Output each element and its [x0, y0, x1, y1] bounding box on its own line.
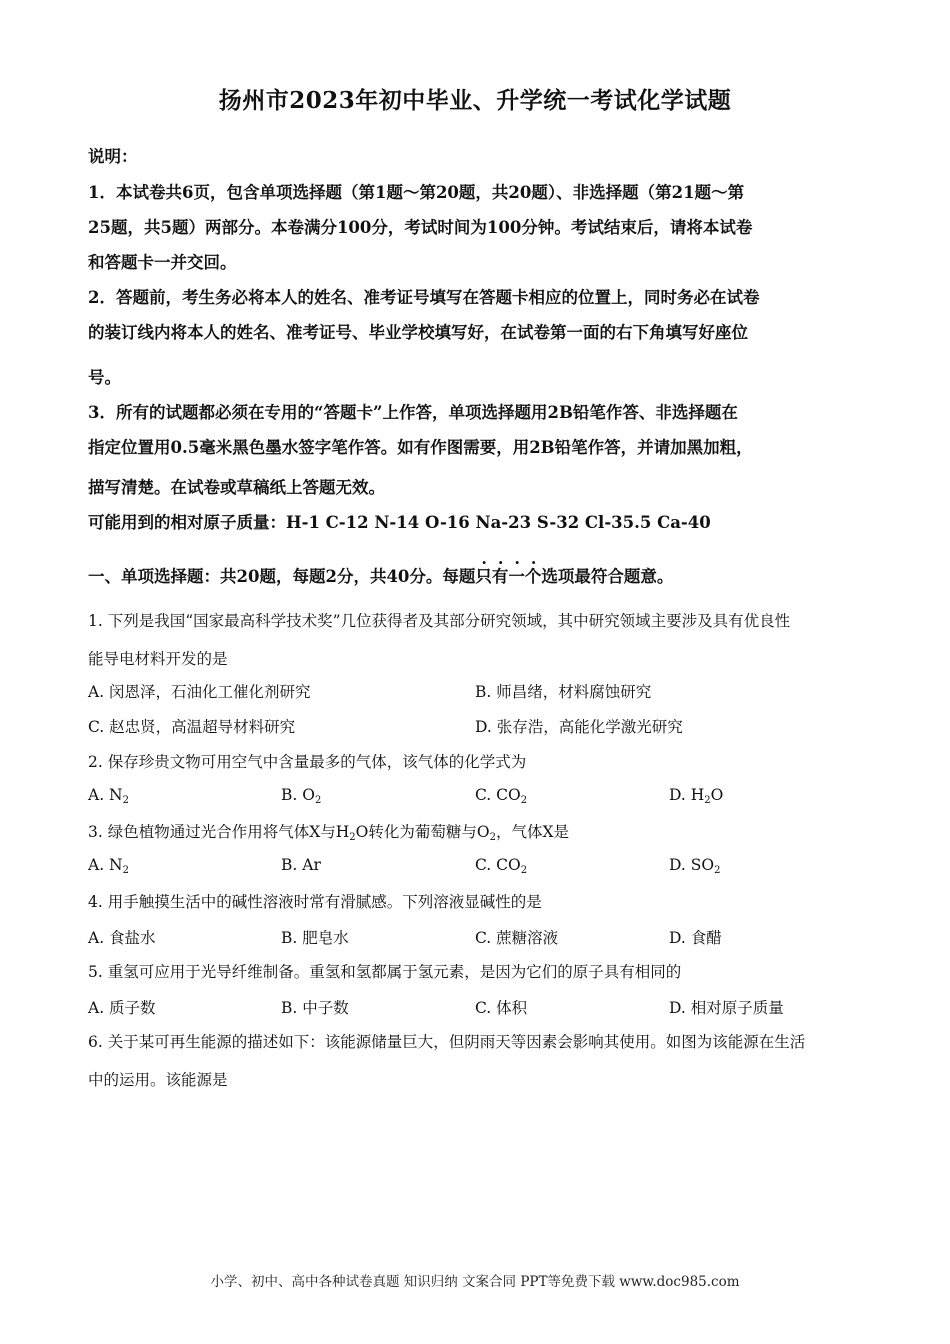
q3-option-c: C. $CO_2$ [475, 856, 528, 876]
question-5-stem: 5. 重氢可应用于光导纤维制备。重氢和氢都属于氢元素，是因为它们的原子具有相同的 [88, 963, 682, 981]
question-1-stem: 1. 下列是我国“国家最高科学技术奖”几位获得者及其部分研究领域，其中研究领域主要涉及具有优良性 [88, 612, 791, 630]
q3-option-b: B. Ar [281, 856, 321, 874]
q2-option-d: D. $H_2O$ [669, 786, 724, 806]
q2-option-b: B. $O_2$ [281, 786, 322, 806]
question-6-stem-cont: 中的运用。该能源是 [88, 1071, 228, 1089]
notes-line: 25题，共5题）两部分。本卷满分100分，考试时间为100分钟。考试结束后，请将本试卷 [88, 218, 753, 237]
q1-option-c: C. 赵忠贤，高温超导材料研究 [88, 718, 296, 736]
section-suffix: 选项最符合题意。 [541, 567, 674, 586]
notes-line: 号。 [88, 368, 121, 387]
question-1-stem-cont: 能导电材料开发的是 [88, 650, 228, 668]
question-4-stem: 4. 用手触摸生活中的碱性溶液时常有滑腻感。下列溶液显碱性的是 [88, 893, 542, 911]
q4-option-d: D. 食醋 [669, 929, 722, 947]
notes-line: 和答题卡一并交回。 [88, 253, 237, 272]
q2-option-c: C. $CO_2$ [475, 786, 528, 806]
notes-line: 描写清楚。在试卷或草稿纸上答题无效。 [88, 478, 385, 497]
q1-option-d: D. 张存浩，高能化学激光研究 [475, 718, 683, 736]
q5-option-c: C. 体积 [475, 999, 528, 1017]
notes-line: 指定位置用0.5毫米黑色墨水签字笔作答。如有作图需要，用2B铅笔作答，并请加黑加粗， [88, 438, 753, 457]
question-2-stem: 2. 保存珍贵文物可用空气中含量最多的气体，该气体的化学式为 [88, 753, 527, 771]
emphasis-char: 有 [491, 567, 509, 586]
q1-option-b: B. 师昌绪，材料腐蚀研究 [475, 683, 652, 701]
section-heading [88, 563, 673, 587]
q4-option-c: C. 蔗糖溶液 [475, 929, 559, 947]
notes-line: 3．所有的试题都必须在专用的“答题卡”上作答，单项选择题用2B铅笔作答、非选择题在 [88, 403, 738, 422]
q4-option-a: A. 食盐水 [88, 929, 156, 947]
q4-option-b: B. 肥皂水 [281, 929, 349, 947]
notes-line: 的装订线内将本人的姓名、准考证号、毕业学校填写好，在试卷第一面的右下角填写好座位 [88, 323, 748, 342]
emphasis-char: 一 [508, 567, 525, 586]
section-prefix: 一、单项选择题：共20题，每题2分，共40分。每题 [88, 567, 476, 586]
notes-line: 2．答题前，考生务必将本人的姓名、准考证号填写在答题卡相应的位置上，同时务必在试卷 [88, 288, 760, 307]
notes-heading: 说明： [88, 147, 138, 166]
q1-option-a: A. 闵恩泽，石油化工催化剂研究 [88, 683, 311, 701]
atomic-mass-line: 可能用到的相对原子质量：H-1 C-12 N-14 O-16 Na-23 S-32 Cl-35.5 Ca-40 [88, 513, 711, 532]
q5-option-d: D. 相对原子质量 [669, 999, 784, 1017]
q5-option-a: A. 质子数 [88, 999, 156, 1017]
q3-option-d: D. $SO_2$ [669, 856, 721, 876]
question-3-stem: 3. 绿色植物通过光合作用将气体X与$H_2O$转化为葡萄糖与$O_2$，气体X是 [88, 823, 569, 843]
q3-option-a: A. $N_2$ [88, 856, 129, 876]
question-6-stem: 6. 关于某可再生能源的描述如下：该能源储量巨大，但阴雨天等因素会影响其使用。如图为该能源在生活 [88, 1033, 806, 1051]
emphasis-char: 个 [524, 567, 542, 586]
page-footer: 小学、初中、高中各种试卷真题 知识归纳 文案合同 PPT等免费下载 www.doc985.com [210, 1274, 740, 1290]
notes-line: 1．本试卷共6页，包含单项选择题（第1题～第20题，共20题）、非选择题（第21题～第 [88, 183, 745, 202]
q5-option-b: B. 中子数 [281, 999, 349, 1017]
emphasis-char: 只 [475, 567, 492, 586]
page-title: 扬州市2023年初中毕业、升学统一考试化学试题 [218, 87, 732, 114]
q2-option-a: A. $N_2$ [88, 786, 129, 806]
